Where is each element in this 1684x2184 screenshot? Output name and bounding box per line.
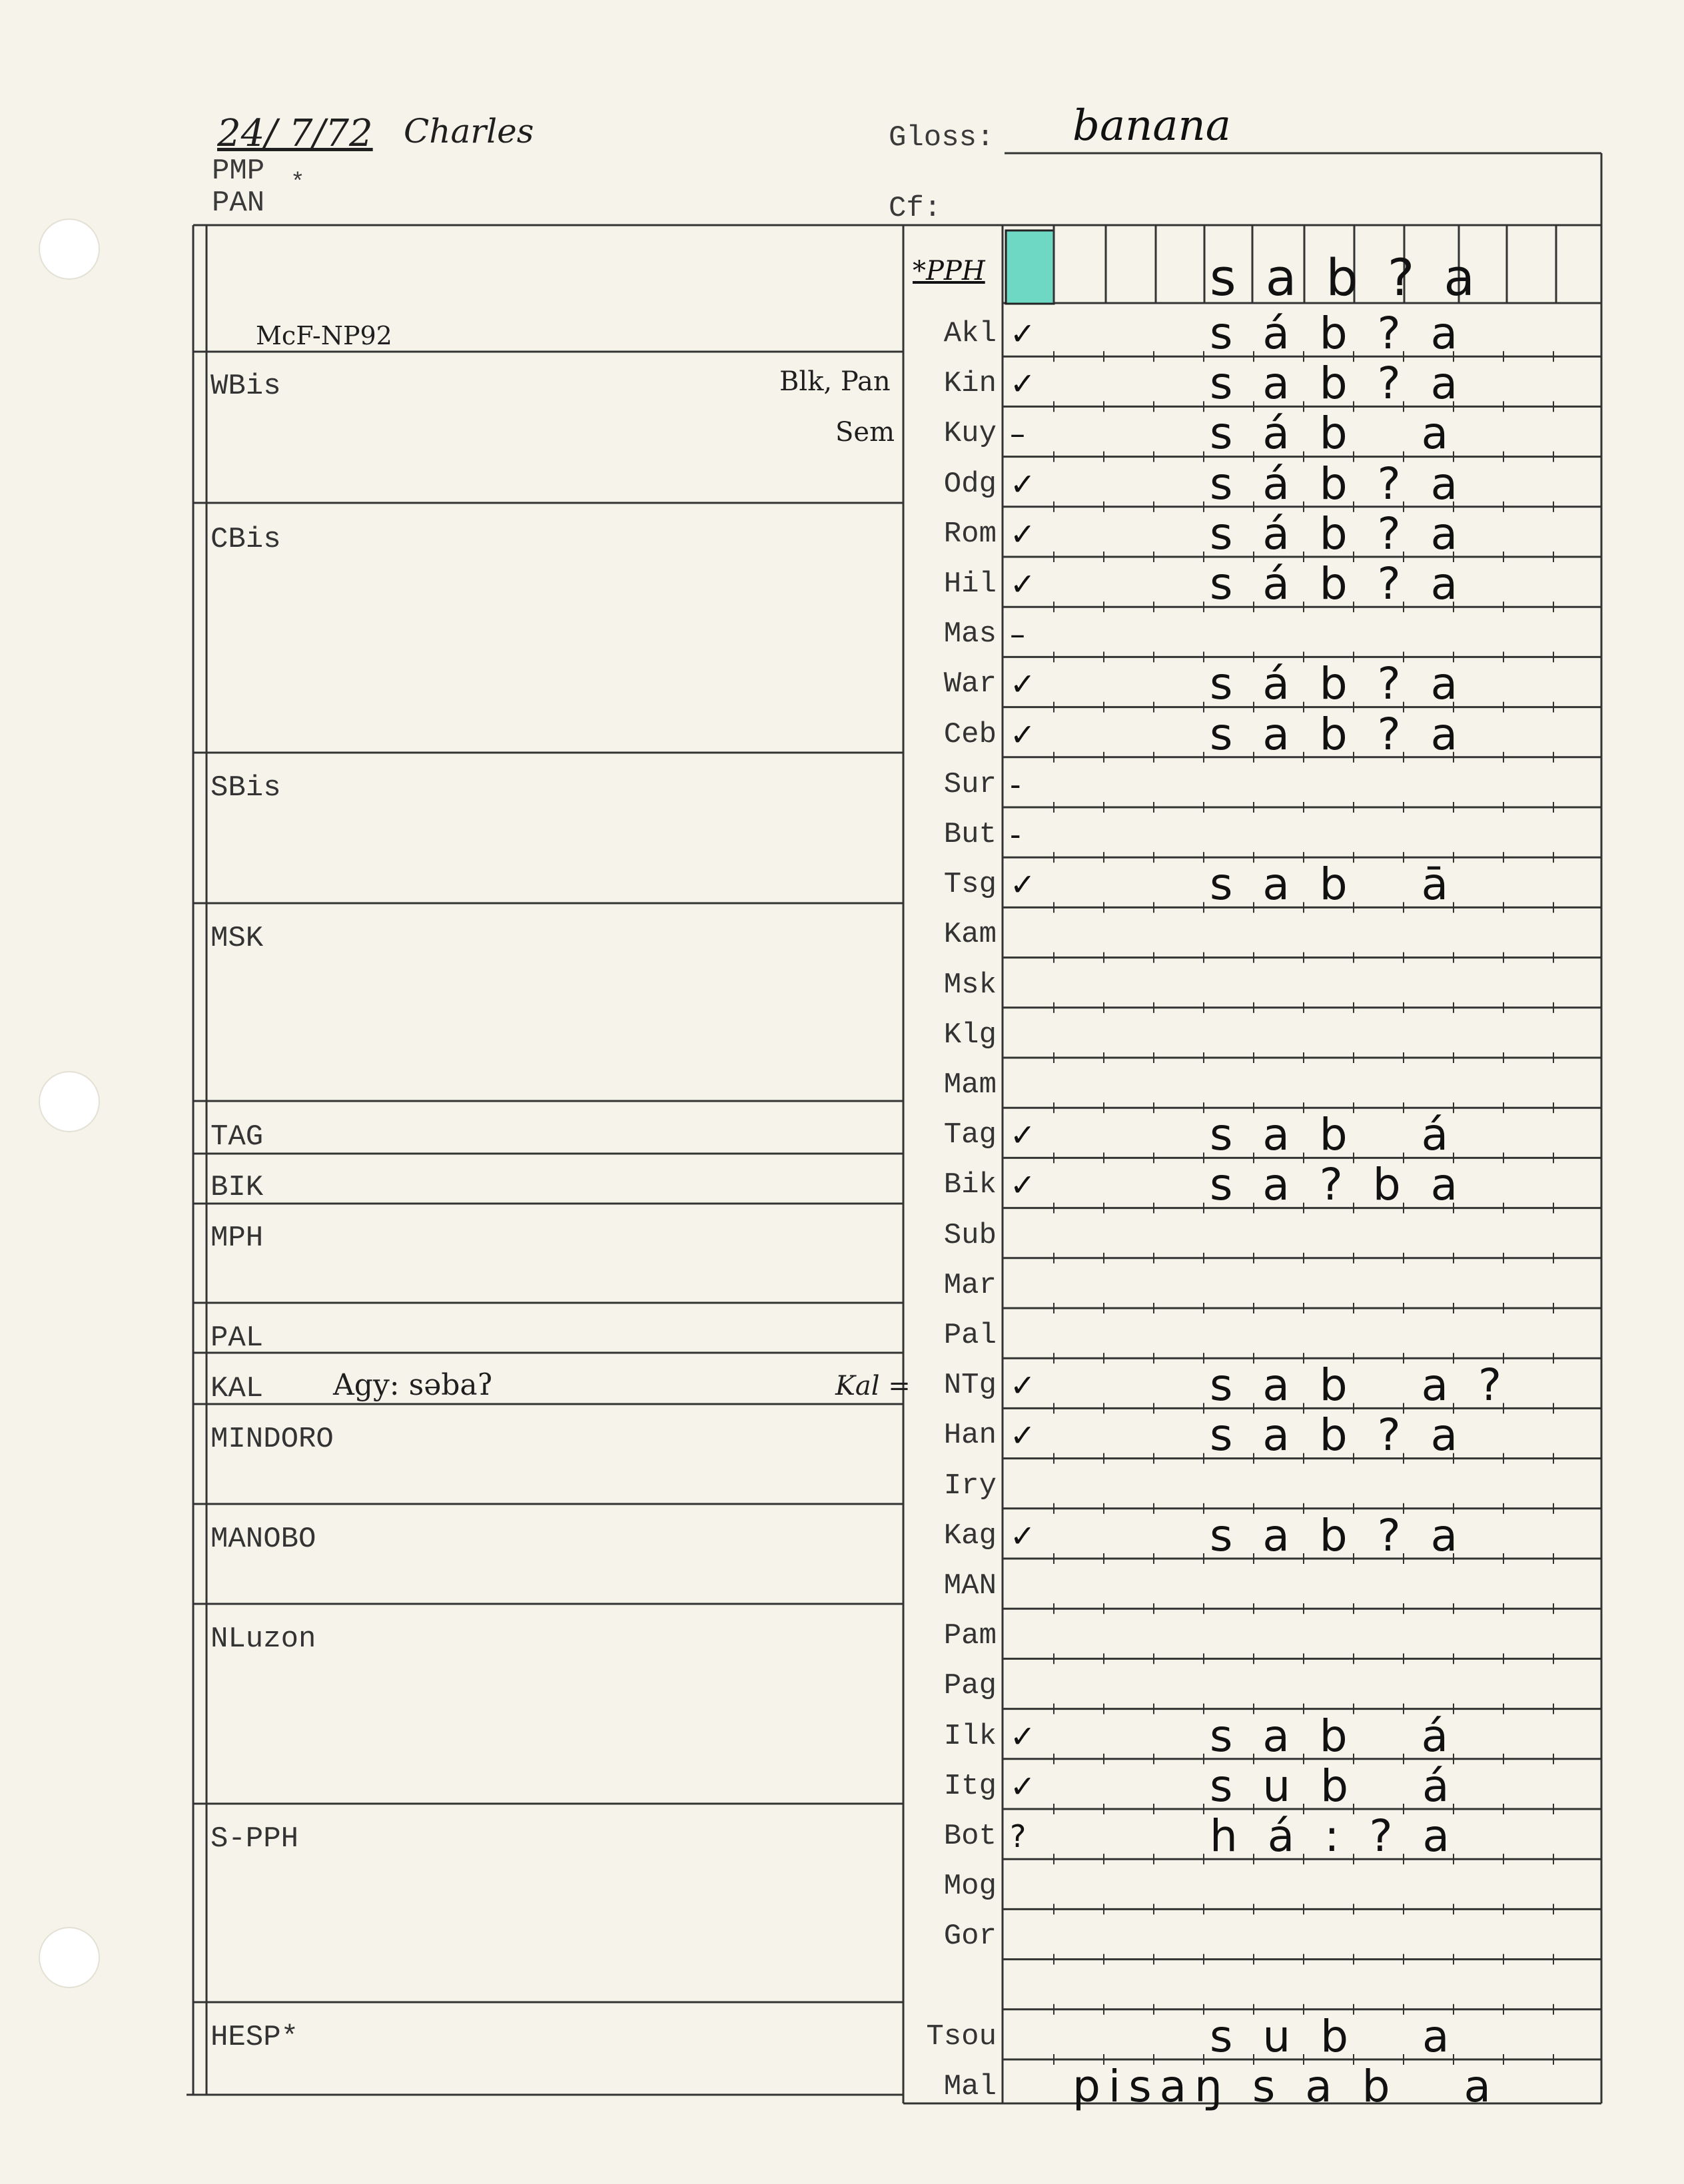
reflex-form: s a b ā	[1210, 859, 1457, 910]
language-code: Ceb	[943, 717, 997, 751]
pan-label: PAN	[212, 186, 265, 220]
language-code: Klg	[943, 1018, 997, 1052]
group-label-hesp: HESP*	[210, 2021, 299, 2054]
language-code: NTg	[943, 1369, 997, 1403]
reflex-form: pisaŋ s a b a	[1072, 2061, 1499, 2112]
language-code: Sur	[943, 767, 997, 801]
check-mark: ✓	[1010, 516, 1036, 552]
language-code: Bik	[943, 1168, 997, 1202]
reflex-form: s a b ? a	[1210, 708, 1466, 760]
reflex-form: s á b ? a	[1210, 458, 1466, 510]
group-label-pal: PAL	[210, 1321, 264, 1355]
check-mark: –	[1010, 616, 1025, 653]
language-code: Hil	[943, 567, 997, 601]
language-code: Msk	[943, 968, 997, 1002]
mcf-note: McF-NP92	[256, 321, 392, 350]
group-label-bik: BIK	[210, 1171, 264, 1204]
language-code: Mam	[943, 1068, 997, 1102]
language-code: Ilk	[943, 1719, 997, 1753]
check-mark: ✓	[1010, 1117, 1036, 1154]
reflex-form: s u b á	[1210, 1760, 1458, 1812]
check-mark: ✓	[1010, 867, 1036, 903]
reflex-form: s a b ? a	[1210, 1409, 1466, 1461]
group-label-mph: MPH	[210, 1222, 264, 1255]
date: 24/ 7/72	[217, 112, 373, 155]
language-code: Kam	[943, 918, 997, 952]
language-code: Itg	[943, 1769, 997, 1803]
language-code: Pam	[943, 1619, 997, 1653]
author: Charles	[404, 112, 534, 151]
check-mark: ✓	[1010, 466, 1036, 502]
check-mark: ✓	[1010, 1417, 1036, 1454]
language-code: But	[943, 818, 997, 851]
reflex-form: s u b a	[1210, 2010, 1458, 2062]
group-label-tag: TAG	[210, 1120, 264, 1154]
language-code: Akl	[943, 317, 997, 350]
gloss-value: banana	[1072, 101, 1231, 151]
check-mark: -	[1010, 766, 1021, 803]
language-code: Tsg	[943, 868, 997, 902]
pph-label: *PPH	[913, 256, 985, 286]
language-code: Mas	[943, 617, 997, 651]
check-mark: ✓	[1010, 1367, 1036, 1404]
reflex-form: s a b a ?	[1210, 1359, 1510, 1411]
reflex-form: s a b ? a	[1210, 1509, 1466, 1561]
group-label-wbis: WBis	[210, 370, 281, 403]
check-mark: ✓	[1010, 666, 1036, 703]
cf-label: Cf:	[889, 192, 942, 225]
group-label-nluzon: NLuzon	[210, 1623, 316, 1656]
check-mark: ?	[1010, 1818, 1027, 1854]
language-code: Iry	[943, 1469, 997, 1503]
language-code: Rom	[943, 517, 997, 551]
language-code: Pal	[943, 1319, 997, 1352]
reflex-form: s a b á	[1210, 1109, 1457, 1161]
language-code: Mog	[943, 1870, 997, 1904]
pmp-label: PMP	[212, 155, 265, 188]
reflex-form: s á b ? a	[1210, 508, 1466, 559]
language-code: Mar	[943, 1268, 997, 1302]
language-code: Mal	[943, 2070, 997, 2103]
language-code: Sub	[943, 1218, 997, 1252]
reflex-form: s a b á	[1210, 1710, 1457, 1762]
group-label-manobo: MANOBO	[210, 1523, 316, 1556]
reflex-form: s a ? b a	[1210, 1159, 1466, 1211]
group-label-spph: S-PPH	[210, 1822, 299, 1856]
language-code: MAN	[943, 1569, 997, 1603]
group-label-sbis: SBis	[210, 771, 281, 805]
group-label-mindoro: MINDORO	[210, 1423, 334, 1456]
check-mark: ✓	[1010, 316, 1036, 352]
language-code: Tag	[943, 1118, 997, 1152]
group-label-kal: KAL	[210, 1372, 264, 1405]
side-note-ntg: Kal =	[835, 1371, 911, 1401]
language-code: Kag	[943, 1519, 997, 1553]
language-code: Pag	[943, 1669, 997, 1703]
check-mark: ✓	[1010, 1768, 1036, 1804]
check-mark: ✓	[1010, 1167, 1036, 1204]
reflex-form: s á b a	[1210, 408, 1457, 460]
check-mark: -	[1010, 817, 1021, 853]
check-mark: ✓	[1010, 366, 1036, 402]
group-label-msk: MSK	[210, 922, 264, 955]
reflex-form: s á b ? a	[1210, 558, 1466, 609]
language-code: Tsou	[926, 2019, 997, 2053]
reflex-form: s a b ? a	[1210, 358, 1466, 410]
side-note-kin: Blk, Pan	[779, 366, 891, 397]
pph-form: s a b ? a	[1210, 248, 1481, 307]
check-mark: ✓	[1010, 716, 1036, 753]
check-mark: –	[1010, 416, 1025, 452]
reflex-form: h á : ? a	[1210, 1810, 1458, 1862]
group-note-kal: Agy: səbaʔ	[333, 1368, 494, 1402]
reflex-form: s á b ? a	[1210, 658, 1466, 710]
gloss-label: Gloss:	[889, 121, 995, 155]
language-code: War	[943, 667, 997, 701]
language-code: Odg	[943, 467, 997, 501]
language-code: Bot	[943, 1820, 997, 1853]
check-mark: ✓	[1010, 1718, 1036, 1754]
group-label-cbis: CBis	[210, 523, 281, 556]
pmp-star: *	[290, 169, 305, 196]
check-mark: ✓	[1010, 1517, 1036, 1554]
reflex-form: s á b ? a	[1210, 308, 1466, 359]
language-code: Kin	[943, 367, 997, 401]
check-mark: ✓	[1010, 566, 1036, 602]
language-code: Han	[943, 1419, 997, 1453]
language-code: Kuy	[943, 417, 997, 451]
language-code: Gor	[943, 1920, 997, 1954]
side-note-kuy: Sem	[835, 417, 895, 448]
